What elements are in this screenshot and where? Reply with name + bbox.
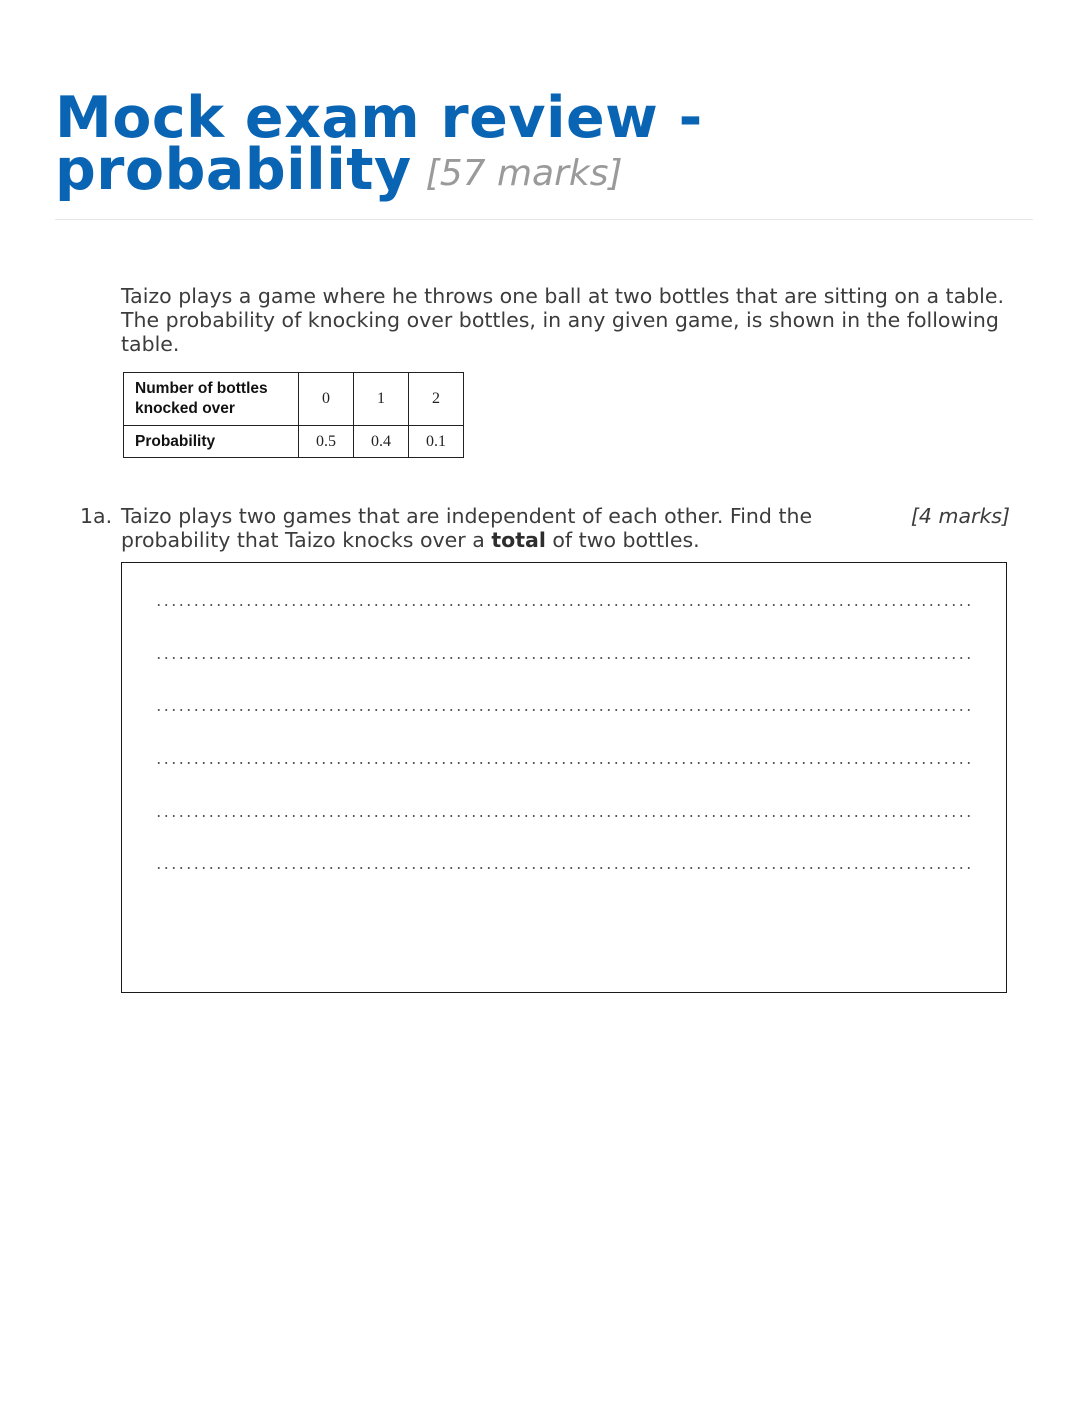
answer-box[interactable]: [121, 562, 1007, 993]
question-text: [121, 504, 881, 552]
answer-line[interactable]: [155, 867, 970, 869]
table-cell: 2: [409, 373, 464, 426]
answer-line[interactable]: [155, 657, 970, 659]
question-text-part: of two bottles.: [545, 528, 700, 552]
title-divider: [55, 219, 1033, 220]
answer-line[interactable]: [155, 815, 970, 817]
table-cell: 1: [354, 373, 409, 426]
question-text-emphasis: total: [491, 528, 546, 552]
table-cell: 0.4: [354, 426, 409, 458]
table-cell: 0: [299, 373, 354, 426]
table-row: [124, 373, 464, 426]
table-row-label: Number of bottles knocked over: [124, 373, 299, 426]
table-cell: 0.5: [299, 426, 354, 458]
table-cell: 0.1: [409, 426, 464, 458]
page-title: [55, 85, 703, 203]
table-row-label: Probability: [124, 426, 299, 458]
answer-line[interactable]: [155, 762, 970, 764]
probability-table: [123, 372, 464, 458]
title-line-1: Mock exam review -: [55, 85, 703, 151]
table-row: [124, 426, 464, 458]
answer-line[interactable]: [155, 604, 970, 606]
total-marks: [57 marks]: [425, 153, 623, 194]
intro-paragraph: Taizo plays a game where he throws one ball at two bottles that are sitting on a table. The probability of knocking over bottles, in any given game, is shown in the following table.: [121, 284, 1004, 356]
question-number: 1a.: [80, 504, 113, 528]
answer-line[interactable]: [155, 709, 970, 711]
question-marks: [4 marks]: [910, 504, 1010, 528]
title-line-2: probability: [55, 137, 412, 203]
question-text-part: Taizo plays two games that are independent of each other. Find the probability that Taizo knocks over a: [121, 504, 813, 552]
